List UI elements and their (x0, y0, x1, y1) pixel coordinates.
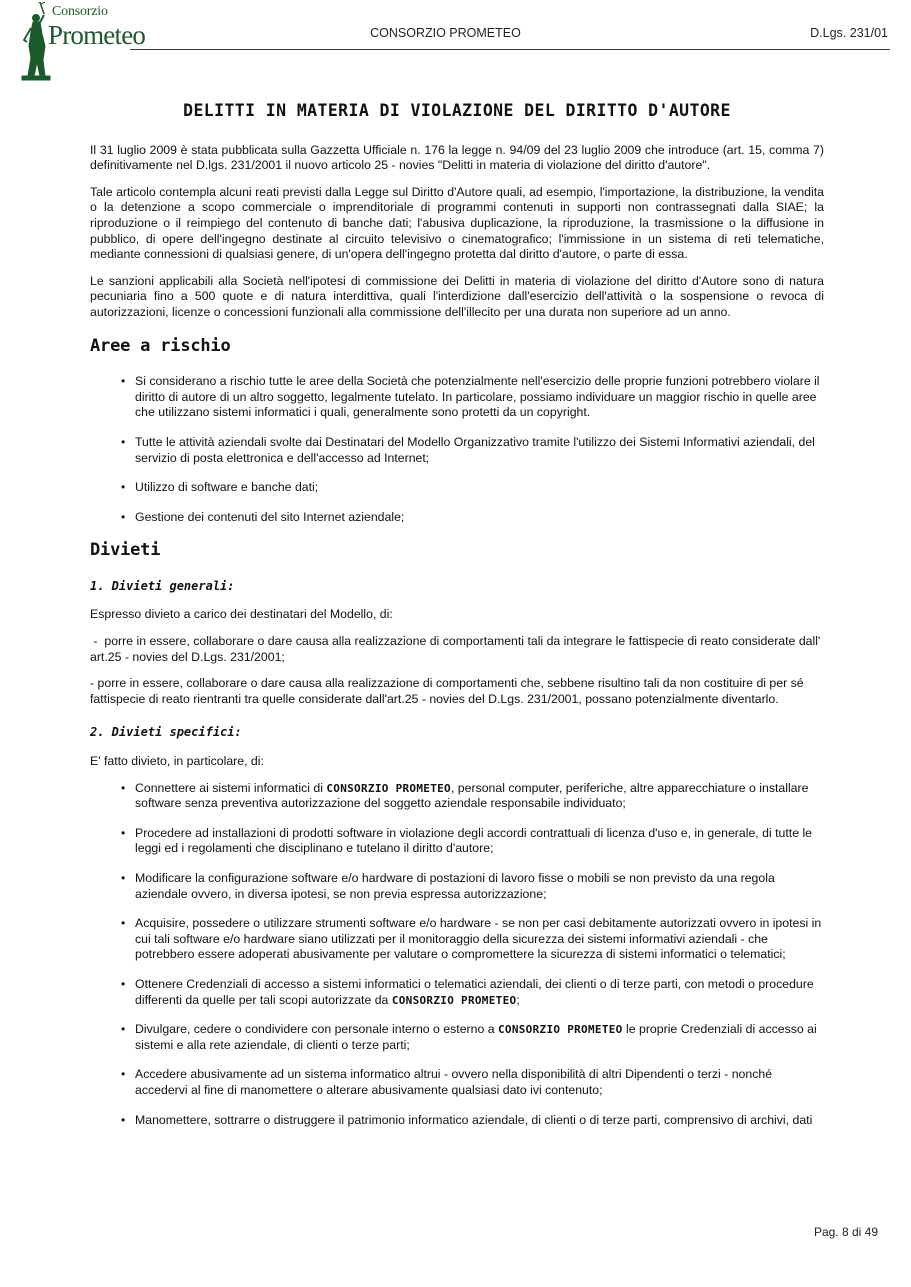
list-item: • Accedere abusivamente ad un sistema informatico altrui - ovvero nella disponibilità di altri Dipendenti o terzi - nonché accedervi al fine di manomettere o alterare abusivamente qualsiasi dato ivi contenuto; (121, 1067, 773, 1097)
bullet-icon: • (121, 1112, 126, 1127)
bullet-icon: • (121, 871, 126, 885)
header-divider (130, 49, 890, 50)
divieti-generali-item-1: - porre in essere, collaborare o dare causa alla realizzazione di comportamenti tali da integrare le fattispecie di reato considerate dall' art.25 - novies del D.Lgs. 231/2001; (90, 634, 824, 664)
divieti-specifici-intro: E' fatto divieto, in particolare, di: (90, 754, 264, 769)
list-item: • Gestione dei contenuti del sito Internet aziendale; (121, 509, 405, 524)
divieti-generali-item-2: - porre in essere, collaborare o dare causa alla realizzazione di comportamenti che, sebbene risultino tali da non costituire di per sé fattispecie di reato rientranti tra quelle considerate dall'art.25 - novies del D.Lgs. 231/2001, possano potenzialmente diventarlo. (90, 676, 804, 706)
document-body (90, 103, 824, 1142)
bullet-icon: • (121, 1022, 126, 1037)
list-item: • Acquisire, possedere o utilizzare strumenti software e/o hardware - se non per casi debitamente autorizzati ovvero in ipotesi in cui tali software e/o hardware siano utilizzati per il monitoraggio della sicurezza dei sistemi informativi aziendali - che potrebbero essere adoperati abusivamente per valutare o compromettere la sicurezza di sistemi informatici o telematici; (121, 916, 822, 962)
company-name: CONSORZIO PROMETEO (497, 1023, 623, 1037)
list-item: • Procedere ad installazioni di prodotti software in violazione degli accordi contrattuali di licenza d'uso e, in generale, di tutte le leggi ed i regolamenti che disciplinano e tutelano il diritto d'autore; (121, 825, 813, 856)
list-item: • Modificare la configurazione software e/o hardware di postazioni di lavoro fisse o mobili se non previsto da una regola aziendale ovvero, in diversa ipotesi, se non previa espressa autorizzazione; (121, 871, 775, 901)
list-item: • Manomettere, sottrarre o distruggere il patrimonio informatico aziendale, di clienti o di terze parti, comprensivo di archivi, dati (121, 1112, 813, 1127)
consorzio-prometeo-logo (18, 2, 146, 82)
bullet-icon: • (121, 509, 126, 524)
intro-paragraph-2: Tale articolo contempla alcuni reati previsti dalla Legge sul Diritto d'Autore quali, ad esempio, l'importazione, la distribuzione, la vendita o la detenzione a scopo commerciale o imprenditoriale di programmi contenuti in supporti non contrassegnati dalla SIAE; la riproduzione o il reimpiego del contenuto di banche dati; l'abusiva duplicazione, la riproduzione, la trasmissione o la diffusione in pubblico, di opere dell'ingegno destinate al circuito televisivo o cinematografico; l'immissione in un sistema di reti telematiche, mediante connessioni di qualsiasi genere, di un'opera dell'ingegno protetta dal diritto d'autore, o parte di essa. (90, 184, 824, 262)
list-item: • Si considerano a rischio tutte le aree della Società che potenzialmente nell'esercizio delle proprie funzioni potrebbero violare il diritto di autore di un altro soggetto, legalmente tutelato. In particolare, possiamo individuare un maggior rischio in quelle aree che utilizzano sistemi informatici i quali, generalmente sono protetti da un copyright. (121, 374, 820, 420)
logo-text-consorzio: Consorzio (52, 4, 108, 19)
intro-paragraph-1: Il 31 luglio 2009 è stata pubblicata sulla Gazzetta Ufficiale n. 176 la legge n. 94/09 del 23 luglio 2009 che introduce (art. 15, comma 7) definitivamente nel D.lgs. 231/2001 il nuovo articolo 25 - novies "Delitti in materia di violazione del diritto d'autore". (90, 142, 824, 173)
bullet-icon: • (121, 976, 126, 991)
header-title: CONSORZIO PROMETEO (370, 26, 521, 40)
bullet-icon: • (121, 780, 126, 795)
bullet-icon: • (121, 480, 126, 495)
company-name: CONSORZIO PROMETEO (326, 781, 451, 795)
divieti-generali-intro: Espresso divieto a carico dei destinatari del Modello, di: (90, 607, 393, 622)
list-item: • Tutte le attività aziendali svolte dai Destinatari del Modello Organizzativo tramite l'utilizzo dei Sistemi Informativi aziendali, del servizio di posta elettronica e dell'accesso ad Internet; (121, 434, 815, 465)
company-name: CONSORZIO PROMETEO (391, 993, 517, 1007)
list-item: • Divulgare, cedere o condividere con personale interno o esterno a CONSORZIO PROMETEO le proprie Credenziali di accesso ai sistemi e alla rete aziendale, di clienti o terze parti; (121, 1022, 817, 1052)
bullet-icon: • (121, 374, 126, 389)
intro-paragraph-3: Le sanzioni applicabili alla Società nell'ipotesi di commissione dei Delitti in materia di violazione del diritto d'Autore sono di natura pecuniaria fino a 500 quote e di natura interdittiva, quali l'interdizione dall'esercizio dell'attività o la sospensione o revoca di autorizzazioni, licenze o concessioni funzionali alla commissione dell'illecito per una durata non superiore ad un anno. (90, 273, 824, 319)
section-heading-aree-rischio: Aree a rischio (90, 335, 231, 356)
subheading-divieti-generali: 1. Divieti generali: (90, 578, 235, 593)
bullet-icon: • (121, 434, 126, 449)
list-item: • Connettere ai sistemi informatici di CONSORZIO PROMETEO, personal computer, periferiche, altre apparecchiature o installare software senza preventiva autorizzazione del soggetto aziendale responsabile individuato; (121, 780, 809, 811)
subheading-divieti-specifici: 2. Divieti specifici: (90, 725, 242, 740)
aree-rischio-list (90, 374, 824, 525)
header-reference: D.Lgs. 231/01 (810, 26, 888, 40)
bullet-icon: • (121, 1067, 126, 1082)
divieti-specifici-list (90, 781, 824, 1129)
bullet-icon: • (121, 916, 126, 931)
document-title: DELITTI IN MATERIA DI VIOLAZIONE DEL DIRITTO D'AUTORE (183, 101, 731, 120)
list-item: • Utilizzo di software e banche dati; (121, 480, 319, 495)
list-item: • Ottenere Credenziali di accesso a sistemi informatici o telematici aziendali, dei clienti o di terze parti, con metodi o procedure differenti da quelle per tali scopi autorizzate da CONSORZIO PROMETEO; (121, 976, 814, 1007)
section-heading-divieti: Divieti (90, 540, 161, 561)
bullet-icon: • (121, 825, 126, 840)
logo-text-prometeo: Prometeo (48, 20, 146, 50)
page-number: Pag. 8 di 49 (813, 1225, 878, 1239)
